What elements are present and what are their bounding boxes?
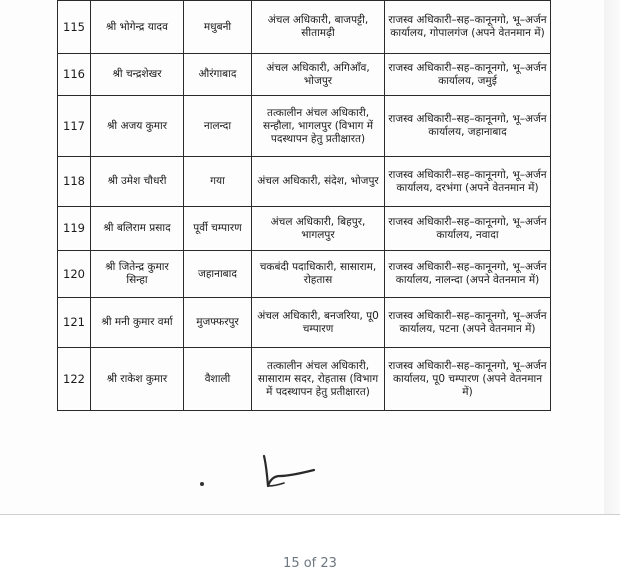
home-district: गया xyxy=(184,157,252,207)
signature-image xyxy=(258,452,318,492)
current-post: अंचल अधिकारी, बिहपुर, भागलपुर xyxy=(252,207,385,251)
serial-number: 117 xyxy=(58,96,91,157)
current-post: अंचल अधिकारी, बाजपट्टी, सीतामढ़ी xyxy=(252,1,385,54)
home-district: वैशाली xyxy=(184,348,252,411)
new-post: राजस्व अधिकारी–सह–कानूनगो, भू–अर्जन कार्यालय, नालन्दा (अपने वेतनमान में) xyxy=(385,251,551,298)
officer-name: श्री भोगेन्द्र यादव xyxy=(91,1,184,54)
serial-number: 118 xyxy=(58,157,91,207)
transfer-table xyxy=(57,0,551,411)
serial-number: 121 xyxy=(58,298,91,348)
current-post: तत्कालीन अंचल अधिकारी, सन्हौला, भागलपुर (विभाग में पदस्थापन हेतु प्रतीक्षारत) xyxy=(252,96,385,157)
table-row xyxy=(58,298,551,348)
new-post: राजस्व अधिकारी–सह–कानूनगो, भू–अर्जन कार्यालय, जमुई xyxy=(385,54,551,96)
table-row xyxy=(58,348,551,411)
table-row xyxy=(58,157,551,207)
current-post: चकबंदी पदाधिकारी, सासाराम, रोहतास xyxy=(252,251,385,298)
officer-name: श्री चन्द्रशेखर xyxy=(91,54,184,96)
new-post: राजस्व अधिकारी–सह–कानूनगो, भू–अर्जन कार्यालय, पू0 चम्पारण (अपने वेतनमान में) xyxy=(385,348,551,411)
officer-name: श्री मनी कुमार वर्मा xyxy=(91,298,184,348)
officer-name: श्री जितेन्द्र कुमार सिन्हा xyxy=(91,251,184,298)
serial-number: 115 xyxy=(58,1,91,54)
new-post: राजस्व अधिकारी–सह–कानूनगो, भू–अर्जन कार्यालय, नवादा xyxy=(385,207,551,251)
serial-number: 120 xyxy=(58,251,91,298)
home-district: नालन्दा xyxy=(184,96,252,157)
scan-speck xyxy=(200,482,204,486)
new-post: राजस्व अधिकारी–सह–कानूनगो, भू–अर्जन कार्यालय, पटना (अपने वेतनमान में) xyxy=(385,298,551,348)
new-post: राजस्व अधिकारी–सह–कानूनगो, भू–अर्जन कार्यालय, गोपालगंज (अपने वेतनमान में) xyxy=(385,1,551,54)
current-post: तत्कालीन अंचल अधिकारी, सासाराम सदर, रोहतास (विभाग में पदस्थापन हेतु प्रतीक्षारत) xyxy=(252,348,385,411)
page-indicator: 15 of 23 xyxy=(283,556,337,571)
home-district: औरंगाबाद xyxy=(184,54,252,96)
current-post: अंचल अधिकारी, संदेश, भोजपुर xyxy=(252,157,385,207)
table-row xyxy=(58,251,551,298)
home-district: जहानाबाद xyxy=(184,251,252,298)
current-post: अंचल अधिकारी, बनजरिया, पू0 चम्पारण xyxy=(252,298,385,348)
serial-number: 119 xyxy=(58,207,91,251)
page-margin xyxy=(604,0,620,515)
new-post: राजस्व अधिकारी–सह–कानूनगो, भू–अर्जन कार्यालय, दरभंगा (अपने वेतनमान में) xyxy=(385,157,551,207)
officer-name: श्री बलिराम प्रसाद xyxy=(91,207,184,251)
page-separator xyxy=(0,514,620,515)
officer-name: श्री राकेश कुमार xyxy=(91,348,184,411)
serial-number: 116 xyxy=(58,54,91,96)
officer-name: श्री उमेश चौधरी xyxy=(91,157,184,207)
table-row xyxy=(58,96,551,157)
home-district: मुजफ्फरपुर xyxy=(184,298,252,348)
home-district: पूर्वी चम्पारण xyxy=(184,207,252,251)
current-post: अंचल अधिकारी, अगिआँव, भोजपुर xyxy=(252,54,385,96)
serial-number: 122 xyxy=(58,348,91,411)
table-row xyxy=(58,1,551,54)
officer-name: श्री अजय कुमार xyxy=(91,96,184,157)
table-row xyxy=(58,54,551,96)
new-post: राजस्व अधिकारी–सह–कानूनगो, भू–अर्जन कार्यालय, जहानाबाद xyxy=(385,96,551,157)
table-row xyxy=(58,207,551,251)
home-district: मधुबनी xyxy=(184,1,252,54)
